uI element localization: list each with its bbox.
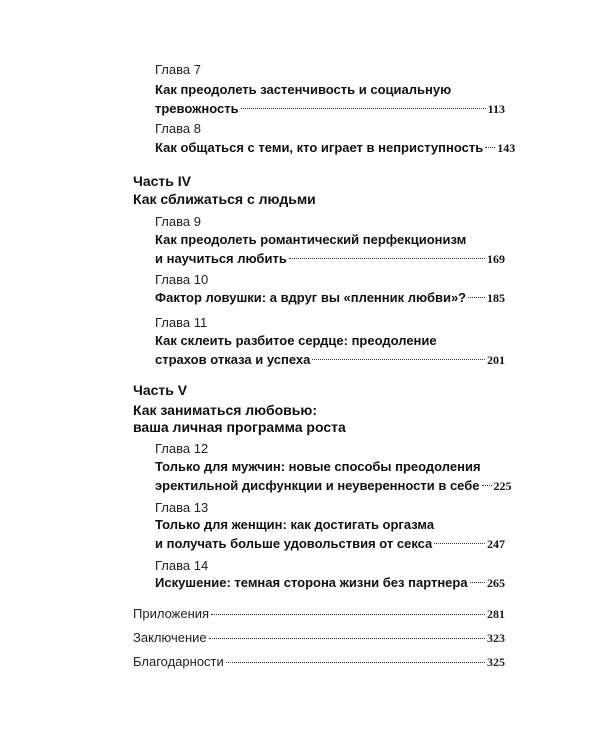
toc-appendix-entry[interactable] [133, 630, 505, 646]
toc-appendix-entry[interactable] [133, 654, 505, 670]
chapter-label: Глава 11 [155, 315, 208, 330]
toc-entry[interactable] [155, 138, 516, 158]
page-number: 185 [487, 291, 505, 305]
dot-leader [226, 662, 485, 663]
toc-entry[interactable] [155, 230, 505, 269]
chapter-label: Глава 14 [155, 558, 209, 573]
page-number: 265 [487, 576, 505, 590]
toc-entry[interactable] [155, 457, 512, 496]
dot-leader [211, 614, 485, 615]
toc-entry[interactable] [155, 331, 505, 370]
dot-leader [485, 147, 495, 148]
page-number: 143 [497, 141, 516, 155]
entry-title-line: Только для мужчин: новые способы преодоления [155, 459, 481, 474]
chapter-label: Глава 13 [155, 500, 209, 515]
dot-leader [470, 582, 485, 583]
dot-leader [241, 108, 486, 109]
entry-title-line: страхов отказа и успеха [155, 352, 311, 367]
entry-title-line: и научиться любить [155, 251, 287, 266]
entry-title-line: Только для женщин: как достигать оргазма [155, 517, 435, 532]
entry-title-line: Как склеить разбитое сердце: преодоление [155, 333, 437, 348]
entry-title-line: и получать больше удовольствия от секса [155, 536, 433, 551]
toc-entry[interactable] [155, 515, 505, 554]
toc-entry[interactable] [155, 573, 505, 593]
appendix-label: Приложения [133, 606, 210, 621]
entry-title-line: Фактор ловушки: а вдруг вы «пленник любви»? [155, 290, 467, 305]
page-number: 281 [487, 607, 505, 621]
dot-leader [482, 485, 492, 486]
appendix-label: Благодарности [133, 654, 224, 669]
dot-leader [468, 297, 485, 298]
chapter-label: Глава 8 [155, 121, 201, 136]
part-title: Как заниматься любовью: [133, 402, 317, 418]
chapter-label: Глава 7 [155, 62, 201, 77]
appendix-label: Заключение [133, 630, 207, 645]
page-number: 201 [487, 353, 505, 367]
dot-leader [289, 258, 485, 259]
entry-title-line: Как преодолеть романтический перфекционизм [155, 232, 467, 247]
part-label: Часть V [133, 382, 188, 398]
page-number: 325 [487, 655, 505, 669]
entry-title-line: эректильной дисфункции и неуверенности в себе [155, 478, 480, 493]
page-number: 225 [493, 479, 512, 493]
entry-title-line: Искушение: темная сторона жизни без партнера [155, 575, 468, 590]
chapter-label: Глава 9 [155, 214, 201, 229]
part-title: Как сближаться с людьми [133, 191, 316, 207]
dot-leader [209, 638, 485, 639]
chapter-label: Глава 10 [155, 272, 209, 287]
dot-leader [312, 359, 485, 360]
entry-title-line: Как общаться с теми, кто играет в неприступность [155, 140, 484, 155]
chapter-label: Глава 12 [155, 441, 209, 456]
page-number: 169 [487, 252, 505, 266]
toc-entry[interactable] [155, 80, 505, 119]
toc-entry[interactable] [155, 288, 505, 308]
page-number: 113 [487, 102, 505, 116]
part-label: Часть IV [133, 173, 191, 189]
page-number: 247 [487, 537, 505, 551]
page-number: 323 [487, 631, 505, 645]
dot-leader [434, 543, 485, 544]
entry-title-line: Как преодолеть застенчивость и социальную [155, 82, 452, 97]
entry-title-line: тревожность [155, 101, 239, 116]
part-title: ваша личная программа роста [133, 419, 346, 435]
toc-appendix-entry[interactable] [133, 606, 505, 622]
